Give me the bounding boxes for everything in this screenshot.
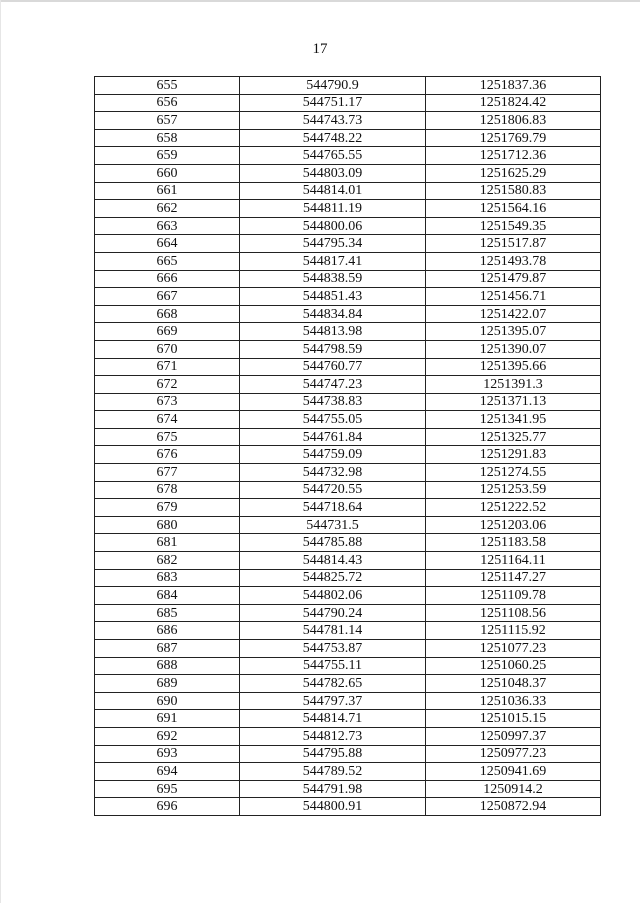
- table-row: [95, 376, 601, 394]
- y-coordinate-cell: 1251769.79: [426, 129, 601, 147]
- x-coordinate-cell: 544838.59: [240, 270, 426, 288]
- coordinates-table: [94, 76, 601, 816]
- y-coordinate-cell: 1251060.25: [426, 657, 601, 675]
- point-number-cell: 683: [95, 569, 240, 587]
- y-coordinate-cell: 1251015.15: [426, 710, 601, 728]
- table-row: [95, 94, 601, 112]
- point-number-cell: 659: [95, 147, 240, 165]
- y-coordinate-cell: 1251115.92: [426, 622, 601, 640]
- x-coordinate-cell: 544789.52: [240, 763, 426, 781]
- x-coordinate-cell: 544813.98: [240, 323, 426, 341]
- point-number-cell: 692: [95, 727, 240, 745]
- y-coordinate-cell: 1251325.77: [426, 428, 601, 446]
- x-coordinate-cell: 544802.06: [240, 587, 426, 605]
- x-coordinate-cell: 544755.05: [240, 411, 426, 429]
- table-row: [95, 393, 601, 411]
- table-row: [95, 745, 601, 763]
- point-number-cell: 681: [95, 534, 240, 552]
- table-row: [95, 340, 601, 358]
- x-coordinate-cell: 544748.22: [240, 129, 426, 147]
- table-row: [95, 147, 601, 165]
- table-row: [95, 657, 601, 675]
- y-coordinate-cell: 1251108.56: [426, 604, 601, 622]
- y-coordinate-cell: 1251077.23: [426, 640, 601, 658]
- y-coordinate-cell: 1251806.83: [426, 112, 601, 130]
- point-number-cell: 676: [95, 446, 240, 464]
- y-coordinate-cell: 1251183.58: [426, 534, 601, 552]
- point-number-cell: 677: [95, 464, 240, 482]
- table-row: [95, 217, 601, 235]
- table-row: [95, 710, 601, 728]
- x-coordinate-cell: 544751.17: [240, 94, 426, 112]
- point-number-cell: 668: [95, 305, 240, 323]
- point-number-cell: 673: [95, 393, 240, 411]
- x-coordinate-cell: 544791.98: [240, 780, 426, 798]
- table-row: [95, 235, 601, 253]
- point-number-cell: 658: [95, 129, 240, 147]
- x-coordinate-cell: 544803.09: [240, 164, 426, 182]
- table-row: [95, 780, 601, 798]
- x-coordinate-cell: 544800.91: [240, 798, 426, 816]
- x-coordinate-cell: 544785.88: [240, 534, 426, 552]
- table-row: [95, 622, 601, 640]
- x-coordinate-cell: 544720.55: [240, 481, 426, 499]
- point-number-cell: 687: [95, 640, 240, 658]
- table-row: [95, 587, 601, 605]
- point-number-cell: 690: [95, 692, 240, 710]
- point-number-cell: 657: [95, 112, 240, 130]
- table-row: [95, 428, 601, 446]
- x-coordinate-cell: 544817.41: [240, 252, 426, 270]
- table-row: [95, 129, 601, 147]
- x-coordinate-cell: 544812.73: [240, 727, 426, 745]
- table-row: [95, 640, 601, 658]
- y-coordinate-cell: 1251036.33: [426, 692, 601, 710]
- point-number-cell: 665: [95, 252, 240, 270]
- table-row: [95, 182, 601, 200]
- y-coordinate-cell: 1251824.42: [426, 94, 601, 112]
- y-coordinate-cell: 1251390.07: [426, 340, 601, 358]
- y-coordinate-cell: 1251164.11: [426, 552, 601, 570]
- y-coordinate-cell: 1251549.35: [426, 217, 601, 235]
- y-coordinate-cell: 1251291.83: [426, 446, 601, 464]
- page-top-edge: [0, 0, 640, 2]
- point-number-cell: 667: [95, 288, 240, 306]
- page-left-edge: [0, 0, 1, 903]
- x-coordinate-cell: 544811.19: [240, 200, 426, 218]
- table-row: [95, 358, 601, 376]
- x-coordinate-cell: 544738.83: [240, 393, 426, 411]
- point-number-cell: 660: [95, 164, 240, 182]
- y-coordinate-cell: 1251274.55: [426, 464, 601, 482]
- y-coordinate-cell: 1250997.37: [426, 727, 601, 745]
- x-coordinate-cell: 544761.84: [240, 428, 426, 446]
- point-number-cell: 656: [95, 94, 240, 112]
- point-number-cell: 662: [95, 200, 240, 218]
- point-number-cell: 666: [95, 270, 240, 288]
- point-number-cell: 664: [95, 235, 240, 253]
- y-coordinate-cell: 1250914.2: [426, 780, 601, 798]
- x-coordinate-cell: 544825.72: [240, 569, 426, 587]
- table-row: [95, 252, 601, 270]
- x-coordinate-cell: 544755.11: [240, 657, 426, 675]
- table-row: [95, 727, 601, 745]
- y-coordinate-cell: 1251493.78: [426, 252, 601, 270]
- y-coordinate-cell: 1251456.71: [426, 288, 601, 306]
- y-coordinate-cell: 1251580.83: [426, 182, 601, 200]
- y-coordinate-cell: 1250941.69: [426, 763, 601, 781]
- point-number-cell: 663: [95, 217, 240, 235]
- y-coordinate-cell: 1251422.07: [426, 305, 601, 323]
- point-number-cell: 661: [95, 182, 240, 200]
- point-number-cell: 674: [95, 411, 240, 429]
- table-row: [95, 323, 601, 341]
- y-coordinate-cell: 1251147.27: [426, 569, 601, 587]
- table-row: [95, 464, 601, 482]
- x-coordinate-cell: 544765.55: [240, 147, 426, 165]
- coordinates-table-body: [95, 77, 601, 816]
- table-row: [95, 534, 601, 552]
- x-coordinate-cell: 544834.84: [240, 305, 426, 323]
- y-coordinate-cell: 1251391.3: [426, 376, 601, 394]
- table-row: [95, 569, 601, 587]
- point-number-cell: 686: [95, 622, 240, 640]
- point-number-cell: 672: [95, 376, 240, 394]
- table-row: [95, 763, 601, 781]
- y-coordinate-cell: 1251712.36: [426, 147, 601, 165]
- point-number-cell: 688: [95, 657, 240, 675]
- x-coordinate-cell: 544781.14: [240, 622, 426, 640]
- x-coordinate-cell: 544851.43: [240, 288, 426, 306]
- x-coordinate-cell: 544795.34: [240, 235, 426, 253]
- y-coordinate-cell: 1251341.95: [426, 411, 601, 429]
- point-number-cell: 684: [95, 587, 240, 605]
- x-coordinate-cell: 544795.88: [240, 745, 426, 763]
- table-row: [95, 411, 601, 429]
- x-coordinate-cell: 544732.98: [240, 464, 426, 482]
- x-coordinate-cell: 544790.24: [240, 604, 426, 622]
- table-row: [95, 798, 601, 816]
- table-row: [95, 112, 601, 130]
- y-coordinate-cell: 1251109.78: [426, 587, 601, 605]
- x-coordinate-cell: 544790.9: [240, 77, 426, 95]
- table-row: [95, 481, 601, 499]
- x-coordinate-cell: 544798.59: [240, 340, 426, 358]
- x-coordinate-cell: 544782.65: [240, 675, 426, 693]
- point-number-cell: 669: [95, 323, 240, 341]
- point-number-cell: 671: [95, 358, 240, 376]
- table-row: [95, 446, 601, 464]
- point-number-cell: 678: [95, 481, 240, 499]
- x-coordinate-cell: 544814.43: [240, 552, 426, 570]
- point-number-cell: 655: [95, 77, 240, 95]
- y-coordinate-cell: 1251371.13: [426, 393, 601, 411]
- x-coordinate-cell: 544753.87: [240, 640, 426, 658]
- x-coordinate-cell: 544800.06: [240, 217, 426, 235]
- y-coordinate-cell: 1251048.37: [426, 675, 601, 693]
- point-number-cell: 682: [95, 552, 240, 570]
- table-row: [95, 499, 601, 517]
- page-number: 17: [312, 41, 328, 57]
- table-row: [95, 516, 601, 534]
- y-coordinate-cell: 1251395.66: [426, 358, 601, 376]
- x-coordinate-cell: 544797.37: [240, 692, 426, 710]
- point-number-cell: 680: [95, 516, 240, 534]
- x-coordinate-cell: 544743.73: [240, 112, 426, 130]
- table-row: [95, 604, 601, 622]
- y-coordinate-cell: 1251837.36: [426, 77, 601, 95]
- table-row: [95, 164, 601, 182]
- x-coordinate-cell: 544759.09: [240, 446, 426, 464]
- point-number-cell: 679: [95, 499, 240, 517]
- x-coordinate-cell: 544814.71: [240, 710, 426, 728]
- point-number-cell: 670: [95, 340, 240, 358]
- point-number-cell: 675: [95, 428, 240, 446]
- table-row: [95, 692, 601, 710]
- point-number-cell: 696: [95, 798, 240, 816]
- x-coordinate-cell: 544718.64: [240, 499, 426, 517]
- y-coordinate-cell: 1250977.23: [426, 745, 601, 763]
- table-row: [95, 77, 601, 95]
- y-coordinate-cell: 1251479.87: [426, 270, 601, 288]
- y-coordinate-cell: 1251253.59: [426, 481, 601, 499]
- table-row: [95, 270, 601, 288]
- x-coordinate-cell: 544760.77: [240, 358, 426, 376]
- point-number-cell: 695: [95, 780, 240, 798]
- point-number-cell: 685: [95, 604, 240, 622]
- table-row: [95, 675, 601, 693]
- point-number-cell: 691: [95, 710, 240, 728]
- table-row: [95, 305, 601, 323]
- x-coordinate-cell: 544731.5: [240, 516, 426, 534]
- table-row: [95, 288, 601, 306]
- table-row: [95, 200, 601, 218]
- point-number-cell: 693: [95, 745, 240, 763]
- y-coordinate-cell: 1251395.07: [426, 323, 601, 341]
- table-row: [95, 552, 601, 570]
- y-coordinate-cell: 1251222.52: [426, 499, 601, 517]
- y-coordinate-cell: 1251564.16: [426, 200, 601, 218]
- y-coordinate-cell: 1250872.94: [426, 798, 601, 816]
- x-coordinate-cell: 544747.23: [240, 376, 426, 394]
- point-number-cell: 694: [95, 763, 240, 781]
- y-coordinate-cell: 1251625.29: [426, 164, 601, 182]
- y-coordinate-cell: 1251517.87: [426, 235, 601, 253]
- point-number-cell: 689: [95, 675, 240, 693]
- x-coordinate-cell: 544814.01: [240, 182, 426, 200]
- y-coordinate-cell: 1251203.06: [426, 516, 601, 534]
